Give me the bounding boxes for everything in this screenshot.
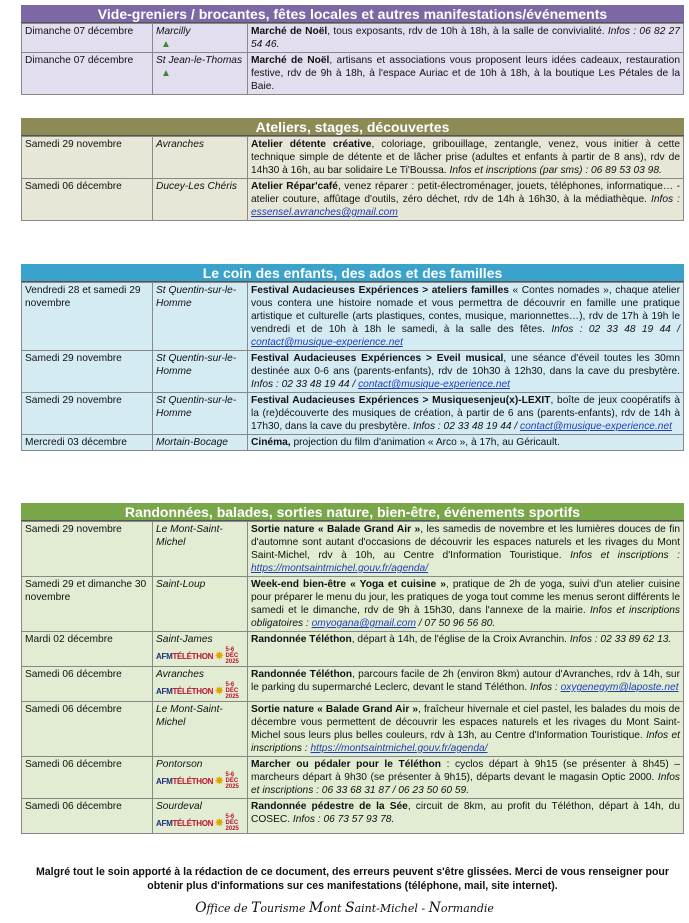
event-place: Ducey-Les Chéris	[156, 181, 237, 192]
telethon-logo: AFMTÉLÉTHON ✸ 5-6 DÉC 2025	[156, 682, 239, 700]
event-place: Le Mont-Saint-Michel	[156, 524, 223, 548]
event-info: Infos et inscriptions :	[570, 550, 680, 561]
christmas-tree-icon: ▲	[161, 39, 171, 50]
event-name: Festival Audacieuses Expériences > ateliers familles	[251, 285, 509, 296]
sig-part: aint-Michel	[354, 902, 422, 915]
star-icon: ✸	[215, 817, 224, 829]
sig-part: ffice de	[206, 902, 252, 915]
event-name: Sortie nature « Balade Grand Air »	[251, 704, 419, 715]
event-place: Le Mont-Saint-Michel	[156, 704, 223, 728]
event-row	[22, 24, 684, 53]
star-icon: ✸	[215, 650, 224, 662]
event-info: Infos : 02 33 89 62 13.	[569, 634, 672, 645]
event-date: Samedi 06 décembre	[25, 801, 122, 812]
event-link[interactable]: contact@musique-experience.net	[520, 421, 672, 432]
event-text: , parcours facile de 2h (environ 8km) autour d'Avranches, rdv à 14h, sur le parking du supermarché Leclerc, devant le stand Téléthon.	[251, 669, 680, 693]
event-text: , boîte de jeux coopératifs à la (re)découverte des musiques de création, à partir de 6 ans (parents-enfants), rdv de 14h à 17h30, dans la cave du presbytère.	[251, 395, 681, 432]
event-place: St Quentin-sur-le-Homme	[156, 353, 237, 377]
event-place: Marcilly	[156, 26, 191, 37]
event-date: Samedi 06 décembre	[25, 704, 122, 715]
christmas-tree-icon: ▲	[161, 68, 171, 79]
event-info: Infos :	[530, 682, 561, 693]
event-text: , tous exposants, rdv de 10h à 18h, à la salle de convivialité.	[327, 26, 608, 37]
event-link[interactable]: essensel.avranches@gmail.com	[251, 207, 398, 218]
event-date: Samedi 29 novembre	[25, 524, 122, 535]
event-date: Samedi 06 décembre	[25, 181, 122, 192]
section-1	[21, 118, 684, 221]
event-name: Festival Audacieuses Expériences > Musiquesenjeu(x)-LEXIT	[251, 395, 551, 406]
event-row	[22, 632, 684, 667]
sig-part: ourisme	[260, 902, 309, 915]
event-date: Samedi 29 et dimanche 30 novembre	[25, 579, 147, 603]
event-info: Infos :	[651, 194, 681, 205]
telethon-logo: AFMTÉLÉTHON ✸ 5-6 DÉC 2025	[156, 814, 239, 832]
sig-o: O	[195, 900, 207, 916]
event-place: Sourdeval	[156, 801, 202, 812]
event-link[interactable]: contact@musique-experience.net	[251, 337, 403, 348]
event-name: Marché de Noël	[251, 55, 330, 66]
event-link[interactable]: omyogana@gmail.com	[311, 618, 416, 629]
events-table	[21, 136, 684, 221]
event-row	[22, 179, 684, 221]
event-text: , coloriage, gribouillage, zentangle, venez, vous initier à cette technique simple de détente et de lâcher prise (adultes et enfants à partir de 8 ans), rdv de 14h30 à 16h, au bar solidaire Le Ti'Boussa.	[251, 139, 680, 176]
telethon-logo: AFMTÉLÉTHON ✸ 5-6 DÉC 2025	[156, 647, 239, 665]
event-row	[22, 53, 684, 95]
event-date: Mardi 02 décembre	[25, 634, 113, 645]
event-row	[22, 799, 684, 834]
event-row	[22, 702, 684, 757]
section-0	[21, 5, 684, 95]
event-text: , artisans et associations vous proposent leurs idées cadeaux, restauration festive, rdv de 9h à 18h, à l'espace Auriac et de 10h à 18h, à la boutique Les Pétales de la Baie.	[251, 55, 680, 92]
event-name: Marcher ou pédaler pour le Téléthon	[251, 759, 441, 770]
event-info: Infos et inscriptions obligatoires :	[251, 605, 680, 629]
event-row	[22, 351, 684, 393]
event-info: Infos : 02 33 48 19 44 /	[251, 379, 359, 390]
section-2	[21, 264, 684, 451]
event-link[interactable]: https://montsaintmichel.gouv.fr/agenda/	[310, 743, 488, 754]
event-text: , les samedis de novembre et les lumières douces de fin d'automne sont autant d'occasions de découvrir les espaces naturels et les rivages du Mont Saint-Michel, rdv à 10h, au Centre d'Information Touristique.	[251, 524, 680, 561]
event-info: Infos : 06 82 27 54 46.	[251, 26, 681, 50]
event-name: Cinéma,	[251, 437, 291, 448]
event-place: Mortain-Bocage	[156, 437, 228, 448]
event-info: Infos et inscriptions (par sms) : 06 89 53 03 98.	[449, 165, 662, 176]
events-table	[21, 521, 684, 834]
event-place: Avranches	[156, 669, 204, 680]
event-row	[22, 522, 684, 577]
event-text: , pratique de 2h de yoga, suivi d'un atelier cuisine pour préparer le menu du jour, les pratiques de yoga tout comme les menus seront différents le samedi et le dimanche, rdv de 9h à 15h30, dans l'annexe de la mairie.	[251, 579, 680, 616]
event-text: , une séance d'éveil toutes les 30mn destinée aux 0-6 ans (parents-enfants), rdv de 10h30 à 12h30, dans la cave du presbytère.	[251, 353, 681, 377]
event-info: Infos et inscriptions :	[251, 730, 680, 754]
event-link[interactable]: oxygenegym@laposte.net	[560, 682, 679, 693]
event-info-tail: / 07 50 96 56 80.	[415, 618, 496, 629]
event-date: Samedi 29 novembre	[25, 353, 122, 364]
event-date: Mercredi 03 décembre	[25, 437, 127, 448]
section-title: Vide-greniers / brocantes, fêtes locales et autres manifestations/événements	[21, 5, 684, 23]
event-place: Saint-James	[156, 634, 213, 645]
event-text: « Contes nomades », chaque atelier vous contera une histoire nomade et vous permettra de découvrir en famille une pratique artistique et culturelle (arts plastiques, contes, musique, marionnettes…), rdv de 17h à 19h le vendredi et de 10h à 18h le samedi, à la salle des fêtes.	[251, 285, 680, 335]
telethon-logo: AFMTÉLÉTHON ✸ 5-6 DÉC 2025	[156, 772, 239, 790]
event-link[interactable]: https://montsaintmichel.gouv.fr/agenda/	[251, 563, 429, 574]
star-icon: ✸	[215, 775, 224, 787]
event-date: Samedi 06 décembre	[25, 669, 122, 680]
event-text: : cyclos départ à 9h15 (se présenter à 8h45) – marcheurs départ à 9h30 (se présenter à 9h15), départs devant le magasin Optic 2000.	[251, 759, 680, 783]
event-name: Atelier détente créative	[251, 139, 372, 150]
event-info: Infos : 02 33 48 19 44 /	[551, 324, 681, 335]
event-text: , venez réparer : petit-électroménager, jouets, téléphones, informatique… - atelier couture, affûtage d'outils, zéro déchet, rdv de 14h à 16h30, à la médiathèque.	[251, 181, 680, 205]
event-info: Infos : 02 33 48 19 44 /	[412, 421, 521, 432]
event-row	[22, 757, 684, 799]
event-name: Randonnée Téléthon	[251, 669, 353, 680]
event-text: , circuit de 8km, au profit du Téléthon, départ à 14h, du COSEC.	[251, 801, 680, 825]
signature: Office de Tourisme Mont Saint-Michel - Normandie	[195, 900, 494, 916]
event-info: Infos : 06 73 57 93 78.	[292, 814, 395, 825]
event-name: Randonnée Téléthon	[251, 634, 352, 645]
event-date: Samedi 06 décembre	[25, 759, 122, 770]
event-row	[22, 667, 684, 702]
event-row	[22, 393, 684, 435]
events-table	[21, 282, 684, 451]
event-name: Sortie nature « Balade Grand Air »	[251, 524, 421, 535]
event-row	[22, 137, 684, 179]
sig-part: -	[421, 902, 429, 915]
event-text: , fraîcheur hivernale et ciel pastel, les balades du mois de décembre vous permettent de découvrir les espaces naturels et les rivages du Mont Saint-Michel sous leurs plus belles couleurs, rdv à 13h, au Centre d'Information Touristique.	[251, 704, 680, 741]
event-place: St Jean-le-Thomas	[156, 55, 243, 66]
event-name: Festival Audacieuses Expériences > Eveil musical	[251, 353, 504, 364]
event-place: St Quentin-sur-le-Homme	[156, 285, 237, 309]
event-row	[22, 283, 684, 351]
event-name: Marché de Noël	[251, 26, 328, 37]
section-title: Le coin des enfants, des ados et des familles	[21, 264, 684, 282]
event-date: Vendredi 28 et samedi 29 novembre	[25, 285, 141, 309]
event-place: Saint-Loup	[156, 579, 206, 590]
section-title: Ateliers, stages, découvertes	[21, 118, 684, 136]
event-place: St Quentin-sur-le-Homme	[156, 395, 237, 419]
event-row	[22, 435, 684, 451]
event-name: Week-end bien-être « Yoga et cuisine »	[251, 579, 446, 590]
event-date: Samedi 29 novembre	[25, 139, 122, 150]
sig-part: ont	[323, 902, 345, 915]
event-text: projection du film d'animation « Arco », à 17h, au Géricault.	[290, 437, 560, 448]
event-place: Pontorson	[156, 759, 203, 770]
event-row	[22, 577, 684, 632]
event-date: Dimanche 07 décembre	[25, 55, 134, 66]
event-date: Dimanche 07 décembre	[25, 26, 134, 37]
events-table	[21, 23, 684, 95]
star-icon: ✸	[215, 685, 224, 697]
event-name: Atelier Répar'café	[251, 181, 338, 192]
event-place: Avranches	[156, 139, 204, 150]
event-text: , départ à 14h, de l'église de la Croix Avranchin.	[351, 634, 570, 645]
event-date: Samedi 29 novembre	[25, 395, 122, 406]
section-title: Randonnées, balades, sorties nature, bien-être, événements sportifs	[21, 503, 684, 521]
event-link[interactable]: contact@musique-experience.net	[358, 379, 510, 390]
section-3	[21, 503, 684, 834]
sig-part: ormandie	[440, 902, 494, 915]
event-name: Randonnée pédestre de la Sée	[251, 801, 408, 812]
event-info: Infos et inscriptions : 06 33 68 31 87 / 06 23 50 60 59.	[251, 772, 680, 796]
disclaimer: Malgré tout le soin apporté à la rédaction de ce document, des erreurs peuvent s'être glissées. Merci de vous renseigner pour obtenir plus d'informations sur ces manifestations (téléphone, mail, site internet).	[35, 866, 670, 892]
